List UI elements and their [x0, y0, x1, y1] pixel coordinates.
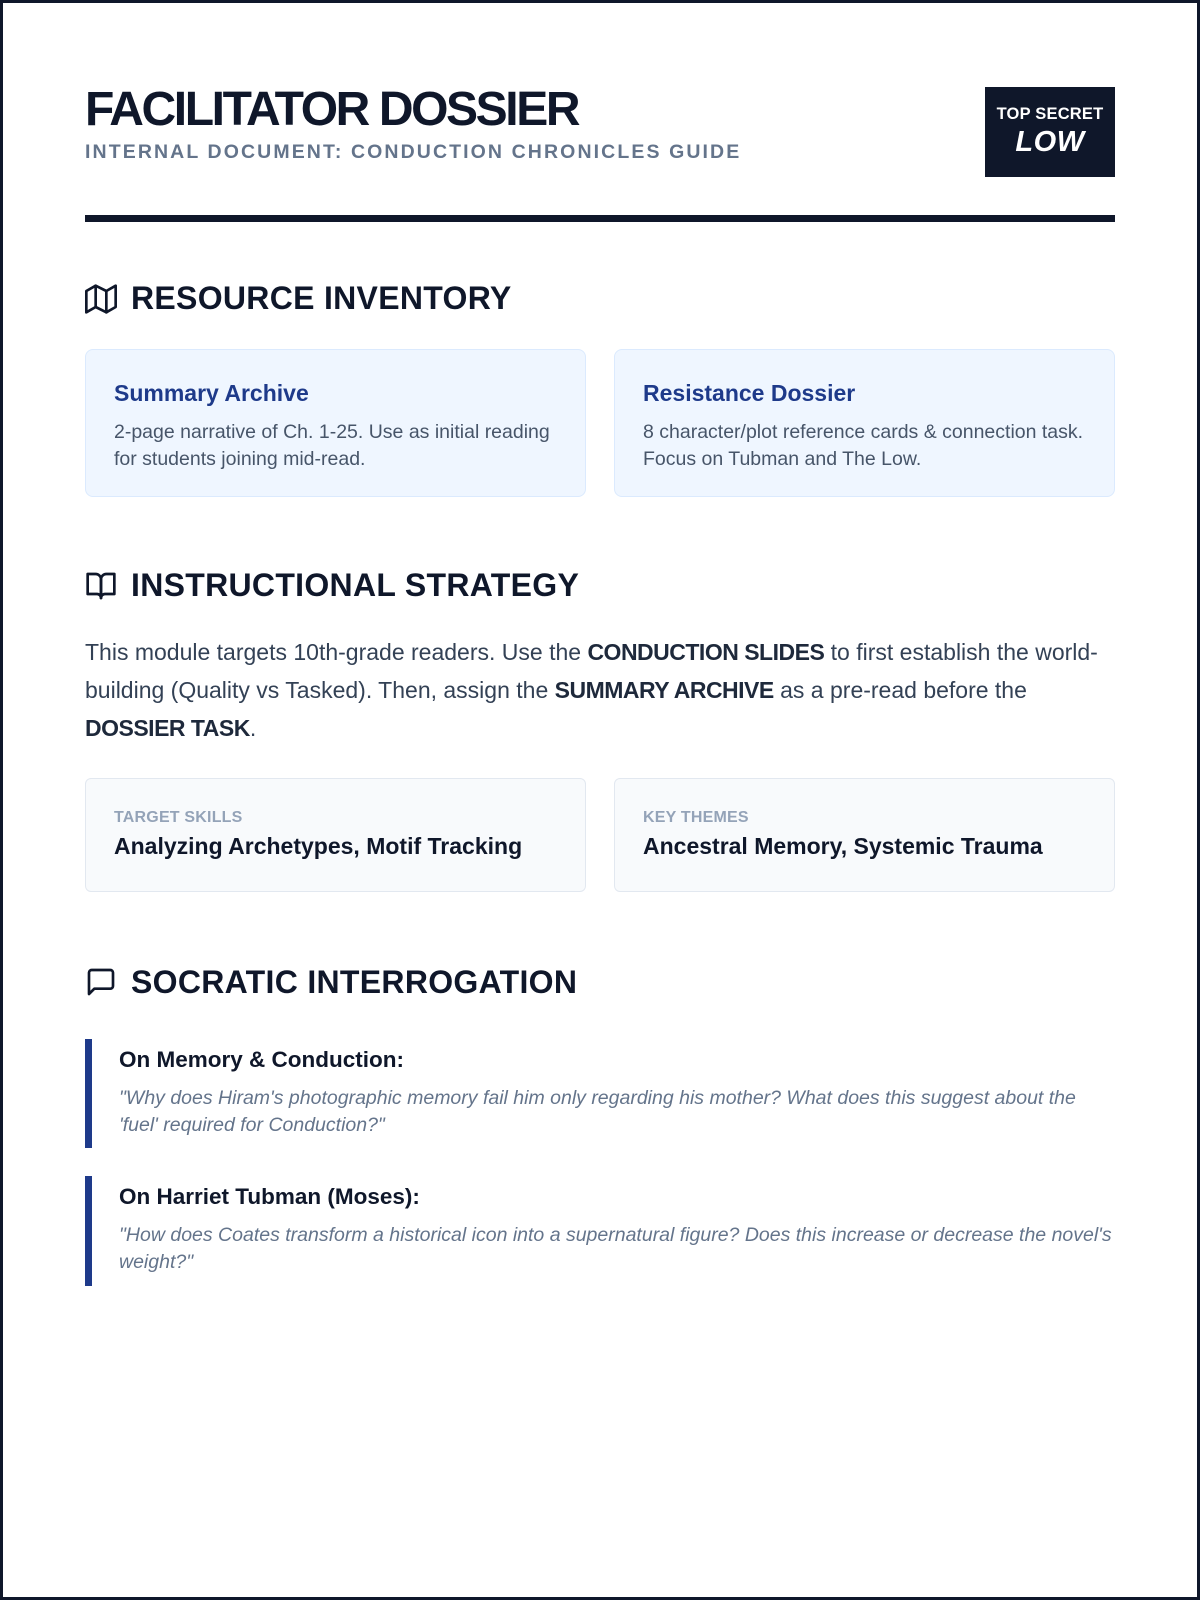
- instructional-strategy-section: [85, 567, 1115, 892]
- question-text: "Why does Hiram's photographic memory fail him only regarding his mother? What does this suggest about the 'fuel' required for Conduction?": [119, 1086, 1076, 1136]
- instructional-strategy-heading: [85, 567, 1115, 604]
- meta-value: Ancestral Memory, Systemic Trauma: [643, 832, 1043, 859]
- page-title: FACILITATOR DOSSIER: [85, 83, 579, 136]
- question-title: On Memory & Conduction:: [119, 1046, 404, 1072]
- question-list: [85, 1039, 1115, 1286]
- resource-inventory-section: [85, 280, 1115, 497]
- key-themes-card: [614, 778, 1115, 892]
- strategy-text-segment: This module targets 10th-grade readers. Use the: [85, 639, 588, 665]
- dossier-header: [85, 83, 1115, 222]
- target-skills-card: [85, 778, 586, 892]
- map-icon: [85, 283, 117, 315]
- resource-card-grid: [85, 349, 1115, 497]
- resource-card-title: Summary Archive: [114, 380, 309, 406]
- meta-label: KEY THEMES: [643, 808, 749, 826]
- resource-card-title: Resistance Dossier: [643, 380, 856, 406]
- resource-inventory-heading-text: RESOURCE INVENTORY: [131, 280, 512, 316]
- instructional-strategy-heading-text: INSTRUCTIONAL STRATEGY: [131, 567, 580, 603]
- strategy-paragraph: [85, 634, 1115, 748]
- meta-label: TARGET SKILLS: [114, 808, 243, 826]
- resource-card-resistance-dossier: [614, 349, 1115, 497]
- stamp-top-label: TOP SECRET: [996, 105, 1104, 123]
- resource-card-description: 8 character/plot reference cards & connection task. Focus on Tubman and The Low.: [643, 421, 1084, 470]
- strategy-emphasis-conduction-slides: CONDUCTION SLIDES: [587, 639, 825, 665]
- resource-inventory-heading: [85, 280, 1115, 317]
- socratic-interrogation-heading-text: SOCRATIC INTERROGATION: [131, 963, 578, 1000]
- socratic-interrogation-heading: [85, 964, 1115, 1001]
- title-block: [85, 83, 741, 164]
- message-square-icon: [85, 966, 117, 998]
- strategy-text-segment: as a pre-read before the: [773, 676, 1027, 703]
- page-subtitle: INTERNAL DOCUMENT: CONDUCTION CHRONICLES GUIDE: [85, 140, 742, 163]
- stamp-main-label: LOW: [1015, 126, 1085, 158]
- resource-card-summary-archive: [85, 349, 586, 497]
- classification-stamp: [985, 87, 1115, 177]
- strategy-meta-grid: [85, 778, 1115, 892]
- question-item: [85, 1176, 1115, 1285]
- strategy-text-segment: to first establish the world-building (Quality vs Tasked). Then, assign the: [85, 639, 1098, 703]
- question-item: [85, 1039, 1115, 1148]
- strategy-text-segment: .: [249, 714, 257, 741]
- socratic-interrogation-section: [85, 964, 1115, 1286]
- strategy-emphasis-dossier-task: DOSSIER TASK: [85, 714, 250, 741]
- strategy-emphasis-summary-archive: SUMMARY ARCHIVE: [554, 676, 774, 703]
- meta-value: Analyzing Archetypes, Motif Tracking: [114, 832, 523, 859]
- question-text: "How does Coates transform a historical icon into a supernatural figure? Does this increase or decrease the novel's weight?": [119, 1224, 1112, 1273]
- book-open-icon: [85, 570, 117, 602]
- resource-card-description: 2-page narrative of Ch. 1-25. Use as initial reading for students joining mid-read.: [114, 421, 550, 470]
- question-title: On Harriet Tubman (Moses):: [119, 1184, 420, 1210]
